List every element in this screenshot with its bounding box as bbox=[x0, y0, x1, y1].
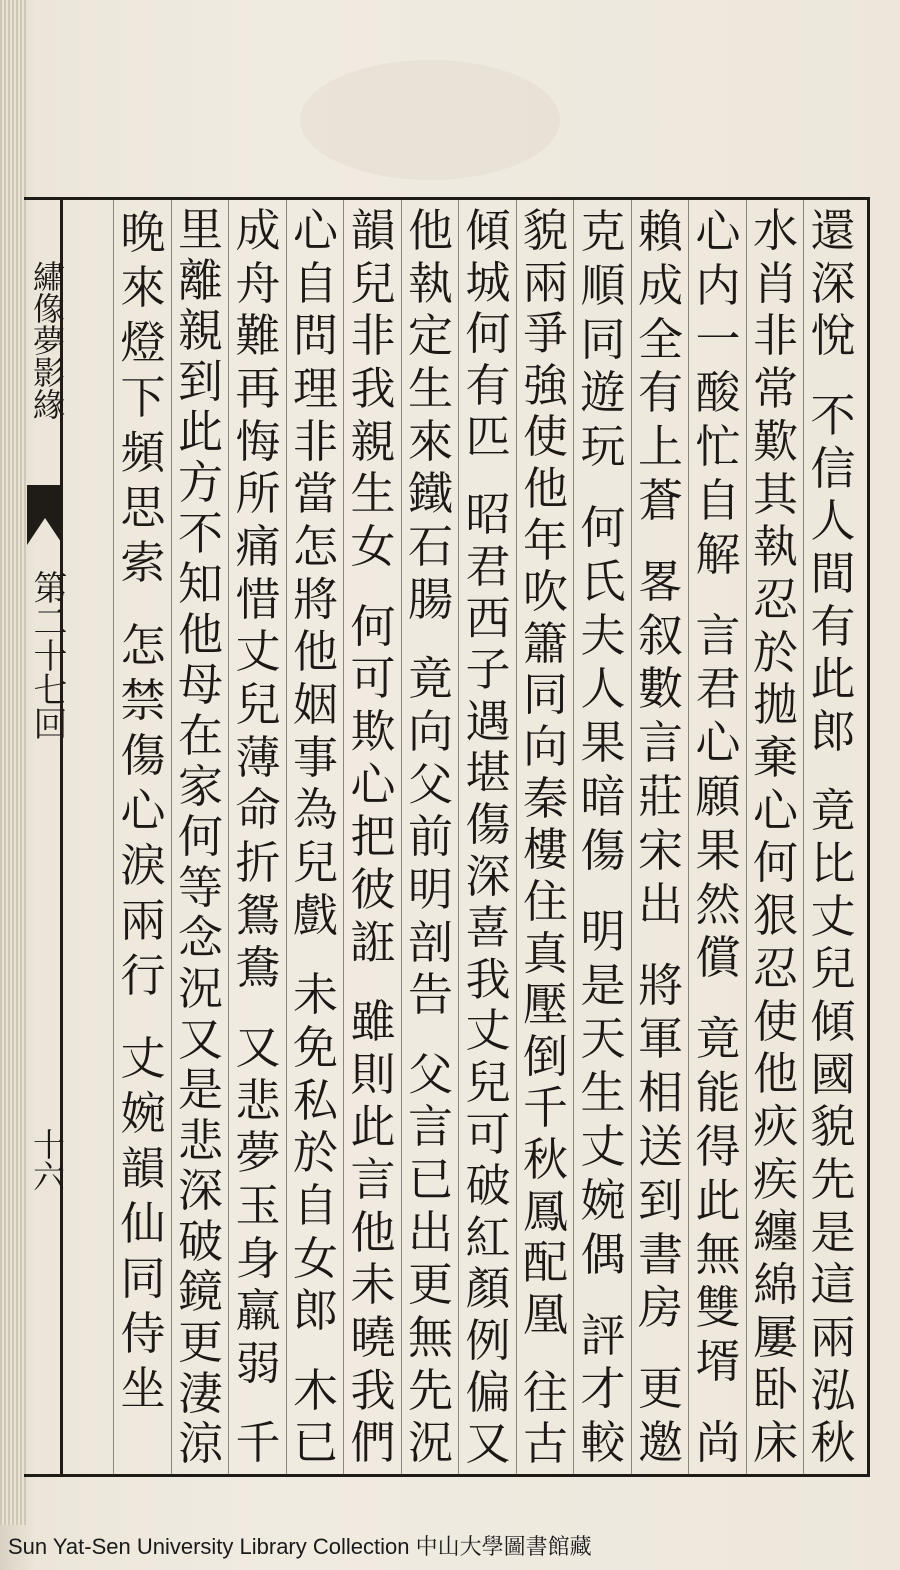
text-column: 賴 成 全 有 上 蒼 畧 叙 數 言 莊 宋 出 將 軍 相 送 到 書 房 更 邀 bbox=[637, 205, 683, 1470]
column-rule bbox=[171, 200, 172, 1475]
column-rule bbox=[631, 200, 632, 1475]
text-column: 心 内 一 酸 忙 自 解 言 君 心 願 果 然 償 竟 能 得 此 無 雙 壻 尚 bbox=[695, 205, 741, 1470]
column-rule bbox=[688, 200, 689, 1475]
text-column: 韻 兒 非 我 親 生 女 何 可 欺 心 把 彼 誑 雖 則 此 言 他 未 曉 我 們 bbox=[350, 204, 396, 1470]
text-column: 克 順 同 遊 玩 何 氏 夫 人 果 暗 傷 明 是 天 生 丈 婉 偶 評 才 較 bbox=[580, 205, 626, 1470]
column-rule bbox=[286, 200, 287, 1475]
column-rule bbox=[228, 200, 229, 1475]
text-column: 成 舟 難 再 悔 所 痛 惜 丈 兒 薄 命 折 鴛 鴦 又 悲 夢 玉 身 羸 弱 千 bbox=[235, 204, 281, 1470]
column-rule bbox=[573, 200, 574, 1475]
text-column: 心 自 問 理 非 當 怎 將 他 姻 事 為 兒 戲 未 免 私 於 自 女 郎 木 已 bbox=[292, 204, 338, 1470]
footer-caption: Sun Yat-Sen University Library Collection 中山大學圖書館藏 bbox=[8, 1534, 592, 1559]
paper-stain bbox=[300, 60, 560, 180]
chapter-label-text: 第二十七回 bbox=[27, 570, 67, 740]
folio-number bbox=[27, 1120, 66, 1200]
column-rule bbox=[343, 200, 344, 1475]
column-rule bbox=[516, 200, 517, 1475]
chapter-label bbox=[27, 555, 67, 755]
text-column: 貌 兩 爭 強 使 他 年 吹 簫 同 向 秦 樓 住 真 壓 倒 千 秋 鳳 配 凰 往 古 bbox=[522, 204, 568, 1471]
column-rule bbox=[803, 200, 804, 1475]
side-title bbox=[27, 205, 66, 475]
column-rule bbox=[401, 200, 402, 1475]
column-rule bbox=[746, 200, 747, 1475]
text-column: 傾 城 何 有 匹 昭 君 西 子 遇 堪 傷 深 喜 我 丈 兒 可 破 紅 顏 例 偏 又 bbox=[465, 204, 511, 1471]
folio-number-text: 十六 bbox=[28, 1128, 66, 1192]
text-column: 他 執 定 生 來 鐵 石 腸 竟 向 父 前 明 剖 告 父 言 已 出 更 無 先 況 bbox=[407, 204, 453, 1470]
side-title-text: 繡像夢影緣 bbox=[28, 260, 66, 420]
column-rule bbox=[458, 200, 459, 1475]
text-column: 晚 來 燈 下 頻 思 索 怎 禁 傷 心 淚 兩 行 丈 婉 韻 仙 同 侍 坐 bbox=[120, 206, 166, 1415]
text-column: 水 肖 非 常 歎 其 執 忍 於 拋 棄 心 何 狠 忍 使 他 疢 疾 纏 綿 屢 卧 床 bbox=[752, 204, 798, 1470]
column-rule bbox=[113, 200, 114, 1475]
text-column: 里 離 親 到 此 方 不 知 他 母 在 家 何 等 念 況 又 是 悲 深 破 鏡 更 淒 涼 bbox=[177, 203, 223, 1471]
text-column: 還 深 悅 不 信 人 間 有 此 郎 竟 比 丈 兒 傾 國 貌 先 是 這 兩 泓 秋 bbox=[810, 204, 856, 1470]
